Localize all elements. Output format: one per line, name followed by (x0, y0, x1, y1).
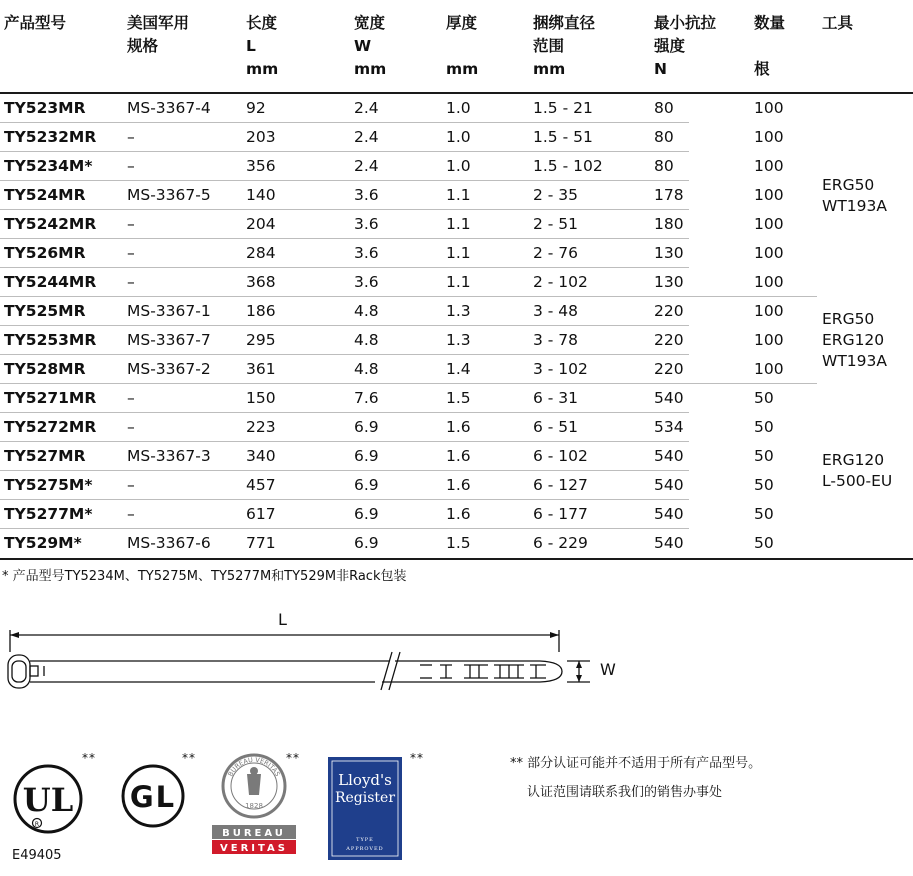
cell-thickness: 1.5 (446, 389, 471, 407)
table-row (0, 297, 817, 326)
header-mil-line: 规格 (127, 37, 159, 55)
cell-mil-spec: – (127, 244, 135, 262)
cell-thickness: 1.0 (446, 128, 471, 146)
header-qty-line (754, 35, 785, 58)
cell-bundle-range: 2 - 102 (533, 273, 588, 291)
tool-name: ERG120 (822, 331, 885, 349)
header-qty (754, 12, 785, 81)
lloyds-stars: ** (410, 751, 424, 765)
header-thick-line: 厚度 (446, 14, 478, 32)
bureau-veritas-logo (212, 751, 296, 859)
header-tensile-line: 强度 (654, 37, 686, 55)
cell-width: 3.6 (354, 273, 379, 291)
cell-quantity: 50 (754, 418, 774, 436)
cell-width: 3.6 (354, 186, 379, 204)
cell-quantity: 100 (754, 273, 784, 291)
ul-logo-letters: UL (22, 781, 74, 819)
gl-logo (120, 763, 186, 833)
cell-thickness: 1.1 (446, 244, 471, 262)
table-row (0, 123, 817, 152)
header-qty-line: 数量 (754, 14, 786, 32)
tool-name: ERG120 (822, 451, 885, 469)
table-row (0, 210, 817, 239)
cell-mil-spec: MS-3367-5 (127, 186, 211, 204)
cell-quantity: 100 (754, 128, 784, 146)
cell-width: 7.6 (354, 389, 379, 407)
header-width-line: mm (354, 60, 387, 78)
cell-length: 617 (246, 505, 276, 523)
cell-part-number: TY528MR (4, 360, 86, 378)
cell-mil-spec: – (127, 157, 135, 175)
cell-thickness: 1.5 (446, 534, 471, 552)
cell-quantity: 100 (754, 331, 784, 349)
table-bottom-rule (0, 558, 913, 560)
certification-note (510, 749, 761, 807)
spec-table (0, 8, 913, 552)
certification-section (0, 745, 913, 876)
cell-length: 771 (246, 534, 276, 552)
cell-part-number: TY5271MR (4, 389, 97, 407)
cell-thickness: 1.4 (446, 360, 471, 378)
width-label: W (600, 660, 616, 679)
table-row (0, 500, 817, 529)
table-row (0, 94, 817, 123)
cell-width: 4.8 (354, 331, 379, 349)
cert-note-line2: 认证范围请联系我们的销售办事处 (527, 785, 723, 800)
cell-length: 368 (246, 273, 276, 291)
cell-width: 6.9 (354, 447, 379, 465)
cable-tie-drawing (0, 600, 640, 700)
cell-width: 4.8 (354, 360, 379, 378)
lloyds-line3: TYPE (356, 837, 374, 843)
cell-thickness: 1.1 (446, 273, 471, 291)
header-bundle-line: mm (533, 60, 566, 78)
lloyds-line1: Lloyd's (338, 771, 392, 789)
cell-part-number: TY526MR (4, 244, 86, 262)
cell-quantity: 50 (754, 505, 774, 523)
header-tool (822, 12, 853, 35)
cell-thickness: 1.1 (446, 186, 471, 204)
table-header (0, 8, 913, 94)
cell-tensile: 80 (654, 99, 674, 117)
cell-tensile: 540 (654, 534, 684, 552)
cell-tensile: 540 (654, 389, 684, 407)
header-thick (446, 12, 478, 81)
header-qty-line: 根 (754, 60, 770, 78)
table-row (0, 268, 817, 297)
cell-length: 150 (246, 389, 276, 407)
cell-thickness: 1.6 (446, 447, 471, 465)
lloyds-line4: APPROVED (346, 846, 384, 852)
gl-stars: ** (182, 751, 196, 765)
cell-thickness: 1.6 (446, 505, 471, 523)
table-row (0, 529, 817, 558)
cell-quantity: 100 (754, 360, 784, 378)
cell-mil-spec: – (127, 128, 135, 146)
cell-part-number: TY524MR (4, 186, 86, 204)
header-thick-line (446, 35, 478, 58)
cell-width: 3.6 (354, 215, 379, 233)
tool-group (822, 309, 887, 372)
cell-quantity: 100 (754, 99, 784, 117)
bv-ring-text: BUREAU VERITAS (226, 755, 282, 778)
cell-tensile: 80 (654, 128, 674, 146)
cell-thickness: 1.6 (446, 418, 471, 436)
cell-bundle-range: 6 - 127 (533, 476, 588, 494)
ul-logo (12, 763, 84, 839)
cell-mil-spec: MS-3367-4 (127, 99, 211, 117)
cell-tensile: 534 (654, 418, 684, 436)
cell-length: 92 (246, 99, 266, 117)
header-tensile-line: 最小抗拉 (654, 14, 717, 32)
footnote: * 产品型号TY5234M、TY5275M、TY5277M和TY529M非Rack包装 (2, 569, 407, 584)
cell-length: 203 (246, 128, 276, 146)
cert-note-line1: ** 部分认证可能并不适用于所有产品型号。 (510, 756, 762, 771)
header-width-line: 宽度 (354, 14, 386, 32)
cell-mil-spec: MS-3367-1 (127, 302, 211, 320)
cell-width: 2.4 (354, 157, 379, 175)
cell-width: 6.9 (354, 418, 379, 436)
cell-tensile: 220 (654, 360, 684, 378)
header-length-line: L (246, 37, 256, 55)
svg-text:R: R (34, 821, 40, 828)
cell-quantity: 50 (754, 476, 774, 494)
cell-bundle-range: 3 - 78 (533, 331, 579, 349)
tool-group (822, 450, 892, 492)
cell-length: 140 (246, 186, 276, 204)
cell-tensile: 220 (654, 331, 684, 349)
cell-quantity: 100 (754, 186, 784, 204)
cell-part-number: TY5244MR (4, 273, 97, 291)
cell-mil-spec: – (127, 389, 135, 407)
cell-quantity: 50 (754, 447, 774, 465)
header-width (354, 12, 386, 81)
cell-tensile: 540 (654, 505, 684, 523)
cable-tie-diagram (0, 600, 640, 700)
cell-mil-spec: – (127, 273, 135, 291)
cell-width: 2.4 (354, 128, 379, 146)
cell-bundle-range: 6 - 31 (533, 389, 579, 407)
cell-width: 6.9 (354, 534, 379, 552)
table-row (0, 471, 817, 500)
cell-tensile: 180 (654, 215, 684, 233)
cell-length: 284 (246, 244, 276, 262)
cell-bundle-range: 6 - 177 (533, 505, 588, 523)
cell-part-number: TY5272MR (4, 418, 97, 436)
length-label: L (278, 610, 287, 629)
cell-mil-spec: MS-3367-2 (127, 360, 211, 378)
cell-tensile: 130 (654, 273, 684, 291)
header-bundle (533, 12, 595, 81)
header-length (246, 12, 278, 81)
table-row (0, 413, 817, 442)
cell-length: 356 (246, 157, 276, 175)
cell-bundle-range: 3 - 48 (533, 302, 579, 320)
cell-mil-spec: – (127, 215, 135, 233)
cell-bundle-range: 3 - 102 (533, 360, 588, 378)
cell-bundle-range: 1.5 - 102 (533, 157, 603, 175)
cell-length: 361 (246, 360, 276, 378)
cell-bundle-range: 1.5 - 21 (533, 99, 593, 117)
table-row (0, 239, 817, 268)
header-model (4, 12, 66, 35)
cell-bundle-range: 2 - 35 (533, 186, 579, 204)
cell-length: 340 (246, 447, 276, 465)
cell-tensile: 80 (654, 157, 674, 175)
cell-quantity: 50 (754, 534, 774, 552)
cell-part-number: TY525MR (4, 302, 86, 320)
cell-tensile: 540 (654, 447, 684, 465)
cell-quantity: 100 (754, 302, 784, 320)
cell-bundle-range: 6 - 51 (533, 418, 579, 436)
cell-bundle-range: 6 - 102 (533, 447, 588, 465)
cell-mil-spec: – (127, 505, 135, 523)
cell-length: 295 (246, 331, 276, 349)
cell-part-number: TY5277M* (4, 505, 93, 523)
cell-mil-spec: MS-3367-7 (127, 331, 211, 349)
header-bundle-line: 范围 (533, 37, 565, 55)
tool-name: ERG50 (822, 175, 875, 194)
cell-length: 223 (246, 418, 276, 436)
cell-bundle-range: 6 - 229 (533, 534, 588, 552)
tool-name: ERG50 (822, 310, 875, 328)
cell-part-number: TY5232MR (4, 128, 97, 146)
cell-mil-spec: MS-3367-3 (127, 447, 211, 465)
cell-mil-spec: MS-3367-6 (127, 534, 211, 552)
cell-length: 186 (246, 302, 276, 320)
cell-quantity: 100 (754, 157, 784, 175)
cell-thickness: 1.3 (446, 302, 471, 320)
cell-width: 6.9 (354, 505, 379, 523)
table-row (0, 384, 817, 413)
header-thick-line: mm (446, 60, 479, 78)
cell-width: 6.9 (354, 476, 379, 494)
header-mil-line: 美国军用 (127, 14, 190, 32)
cell-thickness: 1.6 (446, 476, 471, 494)
cell-part-number: TY527MR (4, 447, 86, 465)
table-row (0, 152, 817, 181)
bv-year: 1828 (245, 802, 263, 810)
cell-quantity: 100 (754, 215, 784, 233)
tool-name: L-500-EU (822, 472, 893, 490)
cell-length: 457 (246, 476, 276, 494)
cell-thickness: 1.0 (446, 99, 471, 117)
header-length-line: 长度 (246, 14, 278, 32)
header-mil (127, 12, 189, 58)
cell-part-number: TY529M* (4, 534, 82, 552)
cell-tensile: 178 (654, 186, 684, 204)
table-row (0, 181, 817, 210)
cell-part-number: TY5242MR (4, 215, 97, 233)
header-tensile-line: N (654, 60, 667, 78)
lloyds-line2: Register (334, 790, 396, 806)
cell-part-number: TY523MR (4, 99, 86, 117)
header-tool-line: 工具 (822, 14, 854, 32)
tool-group (822, 175, 887, 217)
header-model-line: 产品型号 (4, 14, 67, 32)
header-tensile (654, 12, 716, 81)
lloyds-register-logo (328, 757, 402, 864)
header-length-line: mm (246, 60, 279, 78)
ul-file-number: E49405 (12, 848, 62, 863)
ul-stars: ** (82, 751, 96, 765)
cell-bundle-range: 2 - 51 (533, 215, 579, 233)
header-width-line: W (354, 37, 372, 55)
cell-thickness: 1.1 (446, 215, 471, 233)
cell-width: 2.4 (354, 99, 379, 117)
cell-tensile: 130 (654, 244, 684, 262)
cell-part-number: TY5253MR (4, 331, 97, 349)
cell-part-number: TY5275M* (4, 476, 93, 494)
tool-name: WT193A (822, 352, 887, 370)
cell-mil-spec: – (127, 418, 135, 436)
table-row (0, 326, 817, 355)
cell-bundle-range: 2 - 76 (533, 244, 579, 262)
table-row (0, 442, 817, 471)
cell-mil-spec: – (127, 476, 135, 494)
cell-thickness: 1.0 (446, 157, 471, 175)
table-row (0, 355, 817, 384)
tool-name: WT193A (822, 196, 887, 215)
cell-quantity: 100 (754, 244, 784, 262)
cell-part-number: TY5234M* (4, 157, 93, 175)
cell-width: 4.8 (354, 302, 379, 320)
bv-top-label: BUREAU (222, 828, 286, 839)
cell-quantity: 50 (754, 389, 774, 407)
bv-stars: ** (286, 751, 300, 765)
cell-bundle-range: 1.5 - 51 (533, 128, 593, 146)
cell-tensile: 220 (654, 302, 684, 320)
cell-tensile: 540 (654, 476, 684, 494)
cell-thickness: 1.3 (446, 331, 471, 349)
cell-width: 3.6 (354, 244, 379, 262)
bv-bottom-label: VERITAS (220, 843, 288, 854)
cell-length: 204 (246, 215, 276, 233)
header-bundle-line: 捆绑直径 (533, 14, 596, 32)
gl-logo-letters: GL (129, 780, 177, 814)
